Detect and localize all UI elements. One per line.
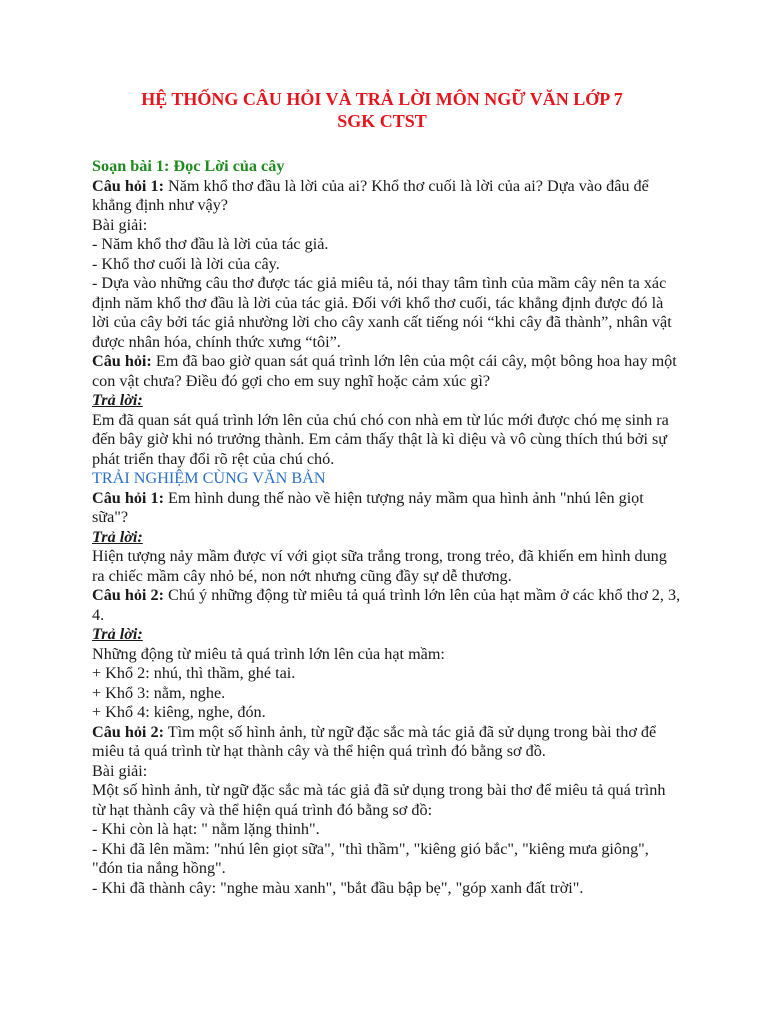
question-text: Năm khổ thơ đầu là lời của ai? Khổ thơ cuối là lời của ai? Dựa vào đâu để khẳng định như vậy? [92, 176, 649, 214]
answer-label: Trả lời: [92, 625, 143, 643]
section-heading-lesson-1: Soạn bài 1: Đọc Lời của cây [92, 157, 285, 175]
title-line-2: SGK CTST [337, 111, 427, 131]
question-1 [92, 177, 682, 216]
answer-line: - Khổ thơ cuối là lời của cây. [92, 254, 280, 273]
title-line-1: HỆ THỐNG CÂU HỎI VÀ TRẢ LỜI MÔN NGỮ VĂN LỚP 7 [141, 89, 623, 109]
answer-line: + Khổ 2: nhú, thì thầm, ghé tai. [92, 664, 296, 682]
answer-paragraph: Hiện tượng nảy mầm được ví với giọt sữa trắng trong, trong trẻo, đã khiến em hình dung ra chiếc mầm cây nhỏ bé, non nớt nhưng cũng đầy sự dễ thương. [92, 547, 667, 585]
question-text: Em hình dung thế nào về hiện tượng nảy mầm qua hình ảnh "nhú lên giọt sữa"? [92, 488, 644, 526]
answer-line: + Khổ 3: nằm, nghe. [92, 683, 226, 702]
answer-line: - Khi còn là hạt: " nằm lặng thinh". [92, 820, 320, 838]
answer-label: Trả lời: [92, 391, 143, 409]
answer-paragraph: Em đã quan sát quá trình lớn lên của chú chó con nhà em từ lúc mới được chó mẹ sinh ra đến bây giờ khi nó trưởng thành. Em cảm thấy thật là kì diệu và vô cùng thích thú bởi sự phát triển thay đổi rõ rệt của chú chó. [92, 410, 669, 468]
question-text: Chú ý những động từ miêu tả quá trình lớn lên của hạt mầm ở các khổ thơ 2, 3, 4. [92, 586, 681, 624]
document-page [92, 88, 682, 898]
solution-label: Bài giải: [92, 215, 148, 234]
question-3 [92, 723, 682, 762]
answer-line: - Dựa vào những câu thơ được tác giả miêu tả, nói thay tâm tình của mầm cây nên ta xác định năm khổ thơ đầu là lời của tác giả. Đối với khổ thơ cuối, tác khẳng định được đó là lời của cây bởi tác giả nhường lời cho cây xanh cất tiếng nói “khi cây đã thành”, nhân vật được nhân hóa, chính thức xưng “tôi”. [92, 274, 672, 351]
question-label: Câu hỏi 2: [92, 586, 164, 604]
question-2 [92, 586, 682, 625]
section-heading-experience: TRẢI NGHIỆM CÙNG VĂN BẢN [92, 469, 326, 487]
question-text: Em đã bao giờ quan sát quá trình lớn lên của một cái cây, một bông hoa hay một con vật chưa? Điều đó gợi cho em suy nghĩ hoặc cảm xúc gì? [92, 352, 677, 390]
answer-line: Những động từ miêu tả quá trình lớn lên của hạt mầm: [92, 644, 445, 663]
answer-line: Một số hình ảnh, từ ngữ đặc sắc mà tác giả đã sử dụng trong bài thơ để miêu tả quá trình từ hạt thành cây và thể hiện quá trình đó bằng sơ đồ: [92, 781, 666, 819]
question-2 [92, 352, 682, 391]
solution-label: Bài giải: [92, 761, 148, 780]
question-1 [92, 489, 682, 528]
question-text: Tìm một số hình ảnh, từ ngữ đặc sắc mà tác giả đã sử dụng trong bài thơ để miêu tả quá trình từ hạt thành cây và thể hiện quá trình đó bằng sơ đồ. [92, 722, 657, 760]
answer-line: + Khổ 4: kiêng, nghe, đón. [92, 703, 266, 721]
question-label: Câu hỏi 1: [92, 176, 164, 195]
document-title [52, 88, 712, 132]
answer-line: - Khi đã thành cây: "nghe màu xanh", "bắt đầu bập bẹ", "góp xanh đất trời". [92, 878, 584, 897]
question-label: Câu hỏi 1: [92, 488, 164, 507]
question-label: Câu hỏi: [92, 352, 152, 370]
answer-line: - Năm khổ thơ đầu là lời của tác giả. [92, 235, 329, 253]
question-label: Câu hỏi 2: [92, 722, 164, 741]
answer-line: - Khi đã lên mầm: "nhú lên giọt sữa", "thì thầm", "kiêng gió bắc", "kiêng mưa giông", "đón tia nắng hồng". [92, 839, 649, 877]
answer-label: Trả lời: [92, 527, 143, 546]
